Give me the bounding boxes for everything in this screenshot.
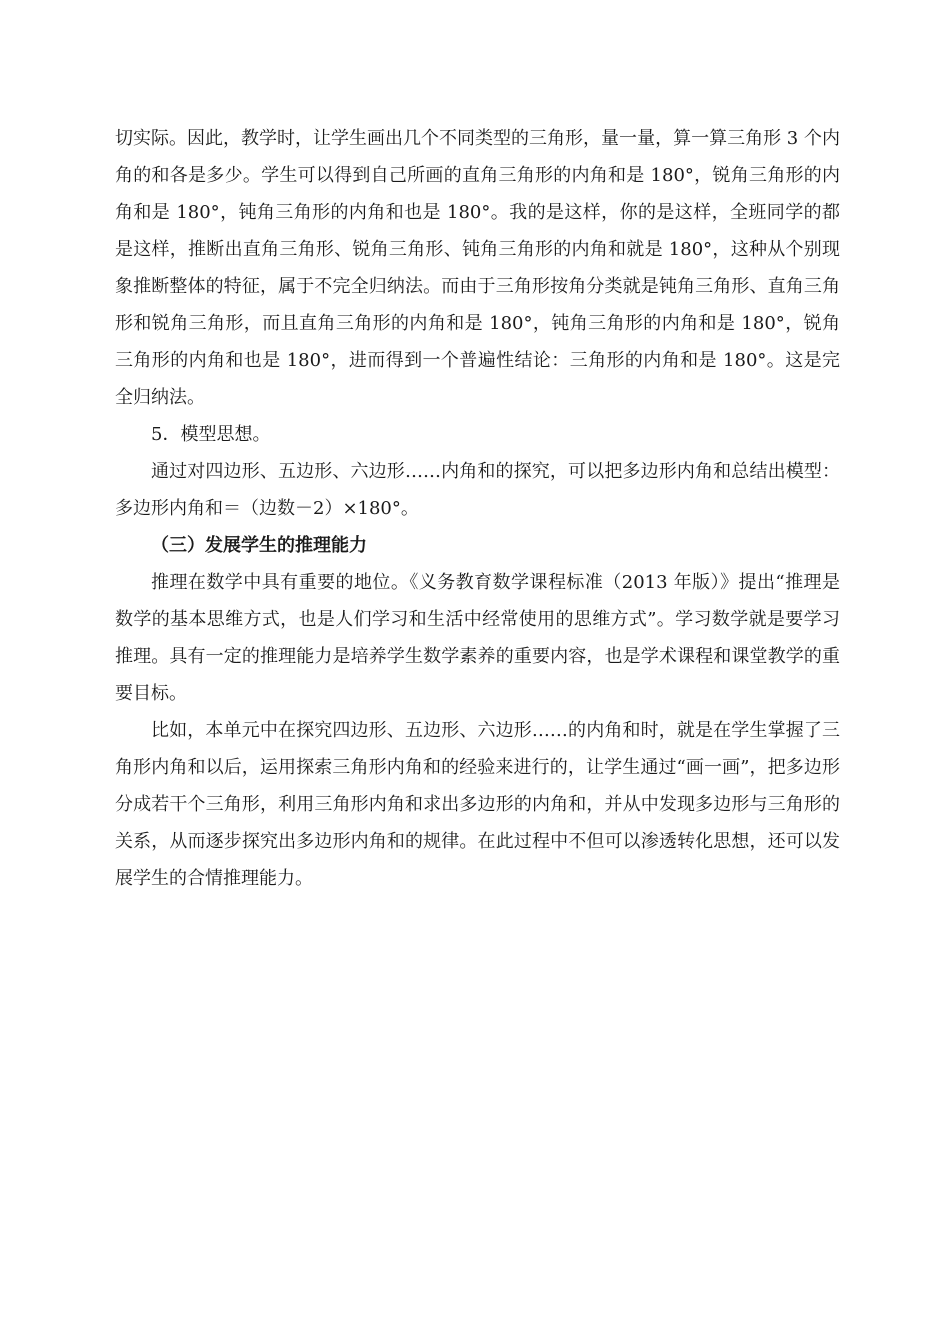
paragraph-induction: 切实际。因此，教学时，让学生画出几个不同类型的三角形，量一量，算一算三角形 3 个内角的和各是多少。学生可以得到自己所画的直角三角形的内角和是 180°，锐角三角形的内角和是 180°，钝角三角形的内角和也是 180°。我的是这样，你的是这样，全班同学的都是这样，推断出直角三角形、锐角三角形、钝角三角形的内角和就是 180°，这种从个别现象推断整体的特征，属于不完全归纳法。而由于三角形按角分类就是钝角三角形、直角三角形和锐角三角形，而且直角三角形的内角和是 180°，钝角三角形的内角和是 180°，锐角三角形的内角和也是 180°，进而得到一个普遍性结论：三角形的内角和是 180°。这是完全归纳法。 bbox=[115, 128, 840, 408]
paragraph-model-heading: 5．模型思想。 bbox=[151, 424, 271, 445]
paragraph-reasoning-importance: 推理在数学中具有重要的地位。《义务教育数学课程标准（2013 年版）》提出“推理是数学的基本思维方式，也是人们学习和生活中经常使用的思维方式”。学习数学就是要学习推理。具有一定的推理能力是培养学生数学素养的重要内容，也是学术课程和课堂教学的重要目标。 bbox=[115, 572, 840, 704]
section-heading-reasoning: （三）发展学生的推理能力 bbox=[151, 535, 367, 556]
paragraph-model-formula: 通过对四边形、五边形、六边形……内角和的探究，可以把多边形内角和总结出模型：多边形内角和＝（边数－2）×180°。 bbox=[115, 461, 840, 519]
document-body bbox=[115, 120, 840, 897]
paragraph-reasoning-example: 比如，本单元中在探究四边形、五边形、六边形……的内角和时，就是在学生掌握了三角形内角和以后，运用探索三角形内角和的经验来进行的，让学生通过“画一画”，把多边形分成若干个三角形，利用三角形内角和求出多边形的内角和，并从中发现多边形与三角形的关系，从而逐步探究出多边形内角和的规律。在此过程中不但可以渗透转化思想，还可以发展学生的合情推理能力。 bbox=[115, 720, 840, 889]
